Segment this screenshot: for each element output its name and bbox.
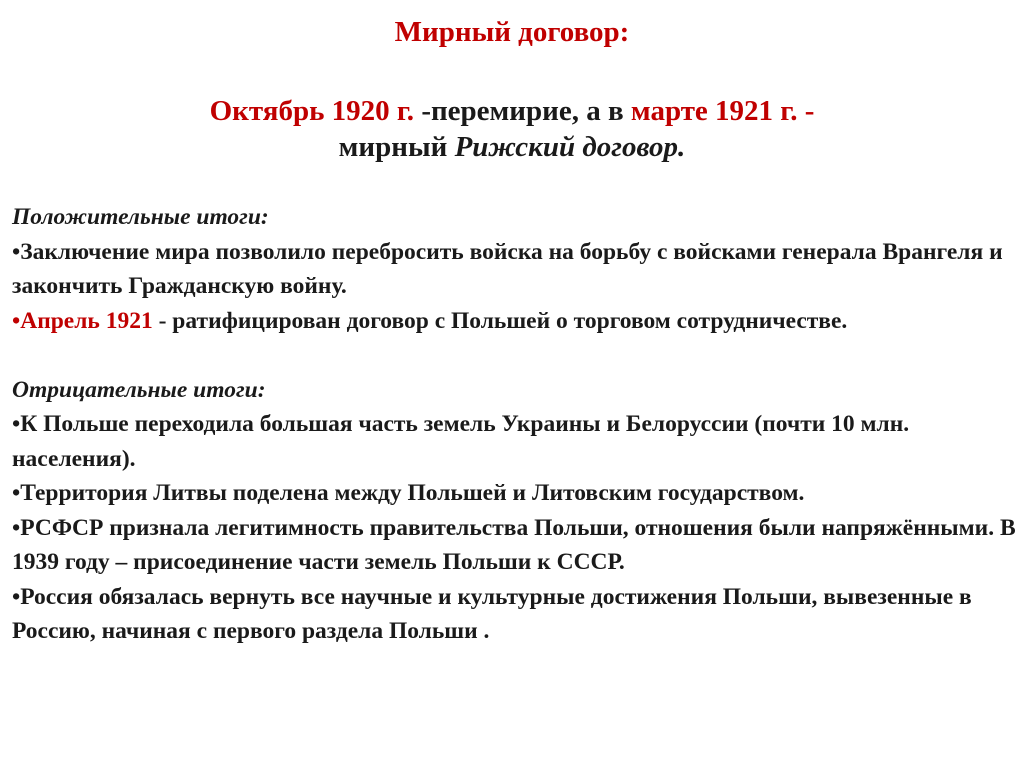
negative-item-2: •Территория Литвы поделена между Польшей и Литовским государством. [12,480,805,506]
subtitle [0,93,1024,165]
subtitle-date-march: марте 1921 г. - [630,95,815,127]
positive-item-2-text: - ратифицирован договор с Польшей о торговом сотрудничестве. [152,307,848,334]
slide-body [12,200,1020,649]
negative-item-3: •РСФСР признала легитимность правительства Польши, отношения были напряжёнными. В 1939 году – присоединение части земель Польши к СССР. [12,514,1016,575]
positive-results-heading: Положительные итоги: [12,204,269,230]
section-spacer [12,338,1020,373]
positive-item-2 [12,304,1020,339]
subtitle-date-october: Октябрь 1920 г. [209,95,415,127]
subtitle-treaty-name: Рижский договор. [454,131,686,163]
negative-item-4: •Россия обязалась вернуть все научные и культурные достижения Польши, вывезенные в Россию, начиная с первого раздела Польши . [12,583,972,644]
positive-item-2-date: •Апрель 1921 [12,307,153,334]
slide-title: Мирный договор: [394,16,630,48]
subtitle-peace-text: мирный [338,131,455,163]
subtitle-armistice-text: -перемирие, а в [414,95,631,127]
negative-results-heading: Отрицательные итоги: [12,376,266,403]
positive-item-1: •Заключение мира позволило перебросить войска на борьбу с войсками генерала Врангеля и закончить Гражданскую войну. [12,238,1003,299]
negative-item-1: •К Польше переходила большая часть земель Украины и Белоруссии (почти 10 млн. населения). [12,411,910,472]
